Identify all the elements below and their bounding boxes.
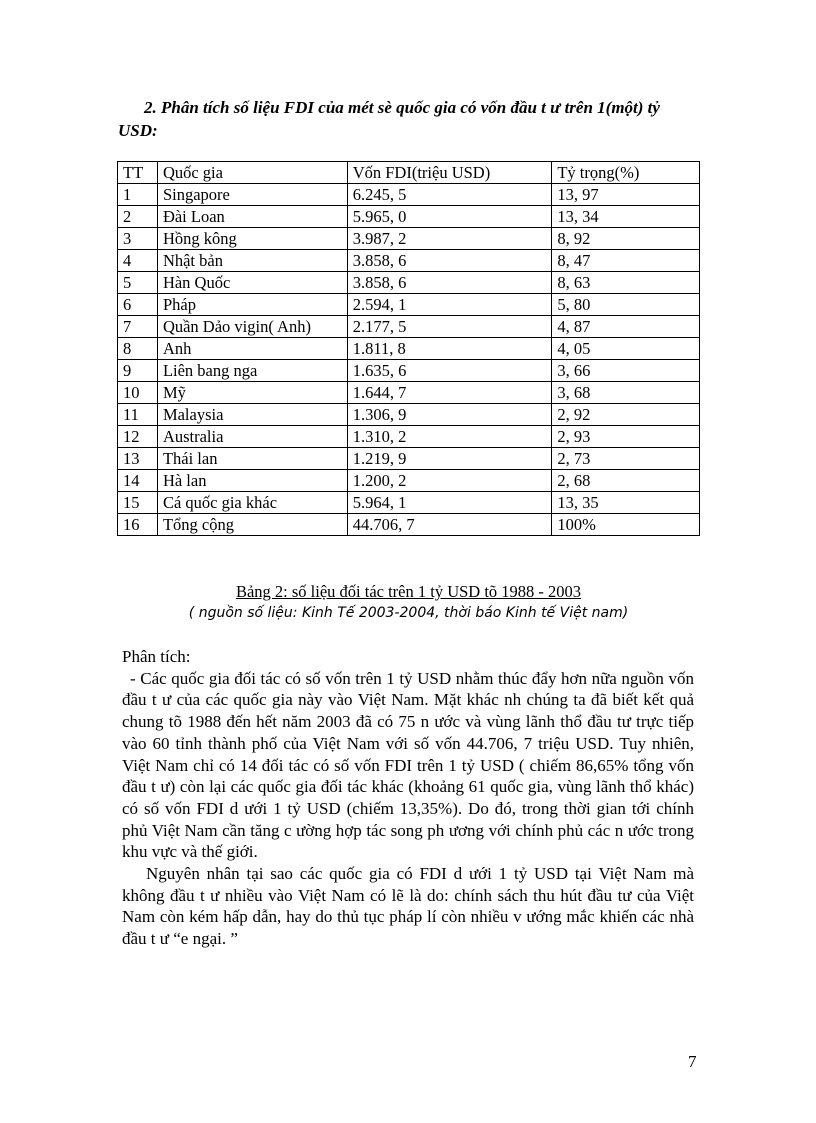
analysis-paragraph-2: Nguyên nhân tại sao các quốc gia có FDI d ưới 1 tỷ USD tại Việt Nam mà không đầu t ư nhiều vào Việt Nam có lẽ là do: chính sách thu hút đầu tư của Việt Nam còn kém hấp dẫn, hay do thủ tục pháp lí còn nhiều v ướng mắc khiến các nhà đầu t ư “e ngại. ” (122, 864, 694, 949)
table-row (118, 228, 700, 250)
header-fdi: Vốn FDI(triệu USD) (347, 162, 552, 184)
table-row (118, 294, 700, 316)
cell-fdi: 1.635, 6 (347, 360, 552, 382)
cell-share: 2, 73 (552, 448, 700, 470)
table-row (118, 470, 700, 492)
cell-country: Tổng cộng (157, 514, 347, 536)
table-row (118, 316, 700, 338)
cell-country: Australia (157, 426, 347, 448)
cell-tt: 11 (118, 404, 158, 426)
cell-tt: 8 (118, 338, 158, 360)
table-row (118, 338, 700, 360)
cell-country: Quần Dảo vigin( Anh) (157, 316, 347, 338)
cell-country: Liên bang nga (157, 360, 347, 382)
table-row (118, 184, 700, 206)
cell-fdi: 3.858, 6 (347, 272, 552, 294)
table-row (118, 206, 700, 228)
cell-tt: 3 (118, 228, 158, 250)
cell-fdi: 1.310, 2 (347, 426, 552, 448)
cell-fdi: 3.987, 2 (347, 228, 552, 250)
cell-fdi: 1.811, 8 (347, 338, 552, 360)
cell-share: 3, 66 (552, 360, 700, 382)
cell-share: 4, 87 (552, 316, 700, 338)
cell-tt: 12 (118, 426, 158, 448)
cell-country: Hàn Quốc (157, 272, 347, 294)
cell-tt: 2 (118, 206, 158, 228)
header-share: Tỷ trọng(%) (552, 162, 700, 184)
fdi-table (117, 161, 700, 536)
cell-fdi: 5.964, 1 (347, 492, 552, 514)
cell-tt: 1 (118, 184, 158, 206)
cell-share: 13, 34 (552, 206, 700, 228)
cell-country: Malaysia (157, 404, 347, 426)
cell-country: Cá quốc gia khác (157, 492, 347, 514)
header-country: Quốc gia (157, 162, 347, 184)
table-row (118, 250, 700, 272)
cell-tt: 13 (118, 448, 158, 470)
cell-share: 3, 68 (552, 382, 700, 404)
cell-fdi: 1.644, 7 (347, 382, 552, 404)
caption-title: Bảng 2: số liệu đối tác trên 1 tỷ USD tõ 1988 - 2003 (235, 582, 582, 601)
analysis-label: Phân tích: (122, 647, 191, 666)
cell-fdi: 3.858, 6 (347, 250, 552, 272)
table-row (118, 448, 700, 470)
cell-tt: 15 (118, 492, 158, 514)
cell-tt: 10 (118, 382, 158, 404)
cell-fdi: 2.177, 5 (347, 316, 552, 338)
cell-share: 100% (552, 514, 700, 536)
cell-country: Nhật bản (157, 250, 347, 272)
table-row (118, 272, 700, 294)
cell-tt: 5 (118, 272, 158, 294)
cell-share: 8, 63 (552, 272, 700, 294)
cell-fdi: 1.306, 9 (347, 404, 552, 426)
cell-share: 2, 93 (552, 426, 700, 448)
table-header-row (118, 162, 700, 184)
analysis-section (122, 646, 694, 950)
table-row (118, 382, 700, 404)
cell-share: 5, 80 (552, 294, 700, 316)
cell-share: 2, 92 (552, 404, 700, 426)
cell-tt: 14 (118, 470, 158, 492)
header-tt: TT (118, 162, 158, 184)
table-row (118, 492, 700, 514)
table-row (118, 514, 700, 536)
cell-country: Hồng kông (157, 228, 347, 250)
section-heading: 2. Phân tích số liệu FDI của mét sè quốc gia có vốn đầu t ư trên 1(một) tỷ USD: (118, 98, 660, 140)
cell-share: 2, 68 (552, 470, 700, 492)
cell-tt: 9 (118, 360, 158, 382)
cell-fdi: 5.965, 0 (347, 206, 552, 228)
cell-country: Mỹ (157, 382, 347, 404)
analysis-paragraph-1: - Các quốc gia đối tác có số vốn trên 1 tỷ USD nhằm thúc đẩy hơn nữa nguồn vốn đầu t ư của các quốc gia này vào Việt Nam. Mặt khác nh chúng ta đã biết kết quả chung tõ 1988 đến hết năm 2003 đã có 75 n ước và vùng lãnh thổ đầu tư trực tiếp vào 60 tỉnh thành phố của Việt Nam với số vốn 44.706, 7 triệu USD. Tuy nhiên, Việt Nam chỉ có 14 đối tác có số vốn FDI trên 1 tỷ USD ( chiếm 86,65% tổng vốn đầu t ư) còn lại các quốc gia đối tác khác (khoảng 61 quốc gia, vùng lãnh thổ khác) có số vốn FDI d ưới 1 tỷ USD (chiếm 13,35%). Do đó, trong thời gian tới chính phủ Việt Nam cần tăng c ường hợp tác song ph ương với chính phủ các n ước trong khu vực và thế giới. (122, 668, 694, 862)
page-number: 7 (688, 1052, 697, 1071)
cell-tt: 6 (118, 294, 158, 316)
cell-share: 8, 47 (552, 250, 700, 272)
cell-fdi: 1.219, 9 (347, 448, 552, 470)
table-row (118, 404, 700, 426)
cell-country: Singapore (157, 184, 347, 206)
caption-source: ( nguồn số liệu: Kinh Tế 2003-2004, thời báo Kinh tế Việt nam) (188, 605, 629, 621)
cell-fdi: 6.245, 5 (347, 184, 552, 206)
cell-country: Pháp (157, 294, 347, 316)
cell-fdi: 1.200, 2 (347, 470, 552, 492)
cell-country: Hà lan (157, 470, 347, 492)
cell-fdi: 44.706, 7 (347, 514, 552, 536)
cell-tt: 16 (118, 514, 158, 536)
cell-tt: 4 (118, 250, 158, 272)
cell-share: 4, 05 (552, 338, 700, 360)
cell-fdi: 2.594, 1 (347, 294, 552, 316)
table-row (118, 360, 700, 382)
cell-tt: 7 (118, 316, 158, 338)
cell-share: 13, 97 (552, 184, 700, 206)
cell-country: Thái lan (157, 448, 347, 470)
cell-share: 13, 35 (552, 492, 700, 514)
cell-country: Anh (157, 338, 347, 360)
cell-share: 8, 92 (552, 228, 700, 250)
table-row (118, 426, 700, 448)
cell-country: Đài Loan (157, 206, 347, 228)
table-caption (117, 582, 700, 624)
